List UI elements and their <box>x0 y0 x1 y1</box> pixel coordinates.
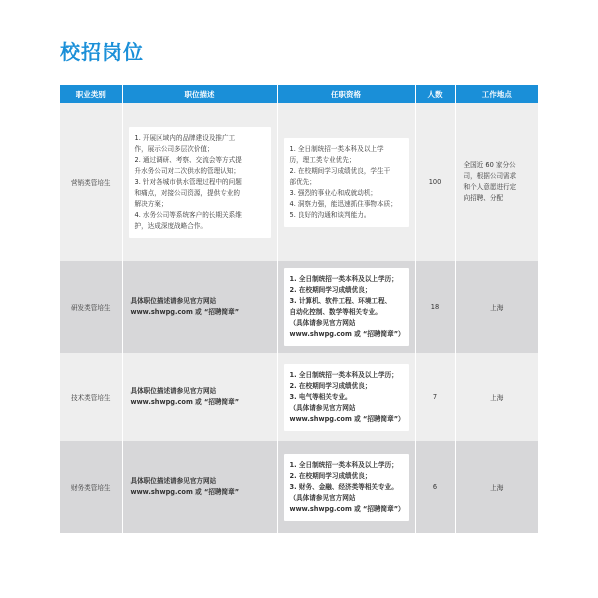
text-line: 2. 通过调研、考察、交流会等方式提 <box>134 155 242 164</box>
cell-count: 7 <box>415 353 455 441</box>
text-line: 自动化控制、数学等相关专业。 <box>289 308 382 316</box>
requirements-box <box>284 138 409 227</box>
text-line: 作，展示公司多层次价值； <box>134 144 214 153</box>
text-line: 1. 全日制统招一类本科及以上学 <box>289 144 384 153</box>
text-line: 上海 <box>490 304 504 312</box>
text-line: 护，达成深度战略合作。 <box>134 221 208 230</box>
requirements-box <box>284 454 409 521</box>
location-text <box>456 482 539 492</box>
cell-category: 技术类管培生 <box>60 353 122 441</box>
text-line: 上海 <box>490 484 504 492</box>
cell-description <box>122 441 277 533</box>
text-line: 2. 在校期间学习成绩优良； <box>289 471 372 480</box>
table-row <box>60 103 538 261</box>
text-line: 1. 全日制统招一类本科及以上学历； <box>289 460 398 469</box>
requirements-box <box>284 364 409 431</box>
text-line: 具体职位描述请参见官方网站 <box>130 387 217 395</box>
text-line: 3. 针对各城市供水管理过程中的问题 <box>134 177 242 186</box>
text-line: 和痛点，对接公司资源，提供专业的 <box>134 188 240 197</box>
text-line: 2. 在校期间学习成绩优良； <box>289 381 372 390</box>
text-line: 1. 全日制统招一类本科及以上学历； <box>289 370 398 379</box>
text-line: www.shwpg.com 或 “招聘简章” <box>130 308 240 316</box>
cell-category: 财务类管培生 <box>60 441 122 533</box>
text-line: 向招聘、分配 <box>463 194 504 202</box>
cell-description <box>122 261 277 353</box>
cell-location <box>455 353 538 441</box>
table-row <box>60 441 538 533</box>
cell-category: 研发类管培生 <box>60 261 122 353</box>
location-text <box>456 160 539 204</box>
positions-table <box>60 85 538 533</box>
cell-location <box>455 261 538 353</box>
table-header-row <box>60 85 538 103</box>
page-title: 校招岗位 <box>60 40 144 64</box>
header-count: 人数 <box>415 85 455 103</box>
text-line: 解决方案； <box>134 199 168 208</box>
table-row <box>60 261 538 353</box>
text-line: 3. 强烈的事业心和成就动机； <box>289 188 378 197</box>
text-line: www.shwpg.com 或 “招聘简章”） <box>289 414 405 423</box>
text-line: 和个人意愿进行定 <box>463 183 517 191</box>
cell-description <box>122 103 277 261</box>
description-text <box>123 476 277 498</box>
text-line: www.shwpg.com 或 “招聘简章”） <box>289 330 405 338</box>
text-line: 具体职位描述请参见官方网站 <box>130 477 217 485</box>
header-requirements: 任职资格 <box>277 85 415 103</box>
cell-requirements <box>277 441 415 533</box>
text-line: 上海 <box>490 394 504 402</box>
text-line: 具体职位描述请参见官方网站 <box>130 297 217 305</box>
text-line: 历，理工类专业优先； <box>289 155 356 164</box>
description-text <box>123 296 277 318</box>
text-line: 1. 全日制统招一类本科及以上学历； <box>289 275 398 283</box>
requirements-box <box>284 268 409 346</box>
cell-requirements <box>277 261 415 353</box>
cell-count: 18 <box>415 261 455 353</box>
text-line: 部优先； <box>289 177 316 186</box>
header-location: 工作地点 <box>455 85 538 103</box>
text-line: 3. 电气等相关专业。 <box>289 392 352 401</box>
text-line: 2. 在校期间学习成绩优良，学生干 <box>289 166 391 175</box>
text-line: 全国近 60 家分公 <box>463 161 516 169</box>
text-line: 5. 良好的沟通和谈判能力。 <box>289 210 371 219</box>
location-text <box>456 302 539 312</box>
header-category: 职业类别 <box>60 85 122 103</box>
text-line: （具体请参见官方网站 <box>289 319 356 327</box>
text-line: www.shwpg.com 或 “招聘简章”） <box>289 504 405 513</box>
table-row <box>60 353 538 441</box>
text-line: 1. 开展区域内的品牌建设及推广工 <box>134 133 236 142</box>
text-line: 2. 在校期间学习成绩优良； <box>289 286 372 294</box>
cell-location <box>455 441 538 533</box>
header-description: 职位描述 <box>122 85 277 103</box>
cell-location <box>455 103 538 261</box>
cell-count: 6 <box>415 441 455 533</box>
description-text <box>123 386 277 408</box>
text-line: 4. 洞察力强，能迅速抓住事物本质； <box>289 199 397 208</box>
text-line: （具体请参见官方网站 <box>289 493 356 502</box>
text-line: 3. 财务、金融、经济类等相关专业。 <box>289 482 398 491</box>
description-box <box>129 127 271 238</box>
text-line: www.shwpg.com 或 “招聘简章” <box>130 398 240 406</box>
text-line: www.shwpg.com 或 “招聘简章” <box>130 488 240 496</box>
cell-description <box>122 353 277 441</box>
cell-category: 营销类管培生 <box>60 103 122 261</box>
text-line: 升水务公司对二次供水的管理认知； <box>134 166 240 175</box>
cell-requirements <box>277 103 415 261</box>
location-text <box>456 392 539 402</box>
cell-count: 100 <box>415 103 455 261</box>
text-line: 4. 水务公司等系统客户的长期关系维 <box>134 210 242 219</box>
text-line: （具体请参见官方网站 <box>289 403 356 412</box>
text-line: 3. 计算机、软件工程、环境工程、 <box>289 297 392 305</box>
cell-requirements <box>277 353 415 441</box>
text-line: 司，根据公司需求 <box>463 172 517 180</box>
